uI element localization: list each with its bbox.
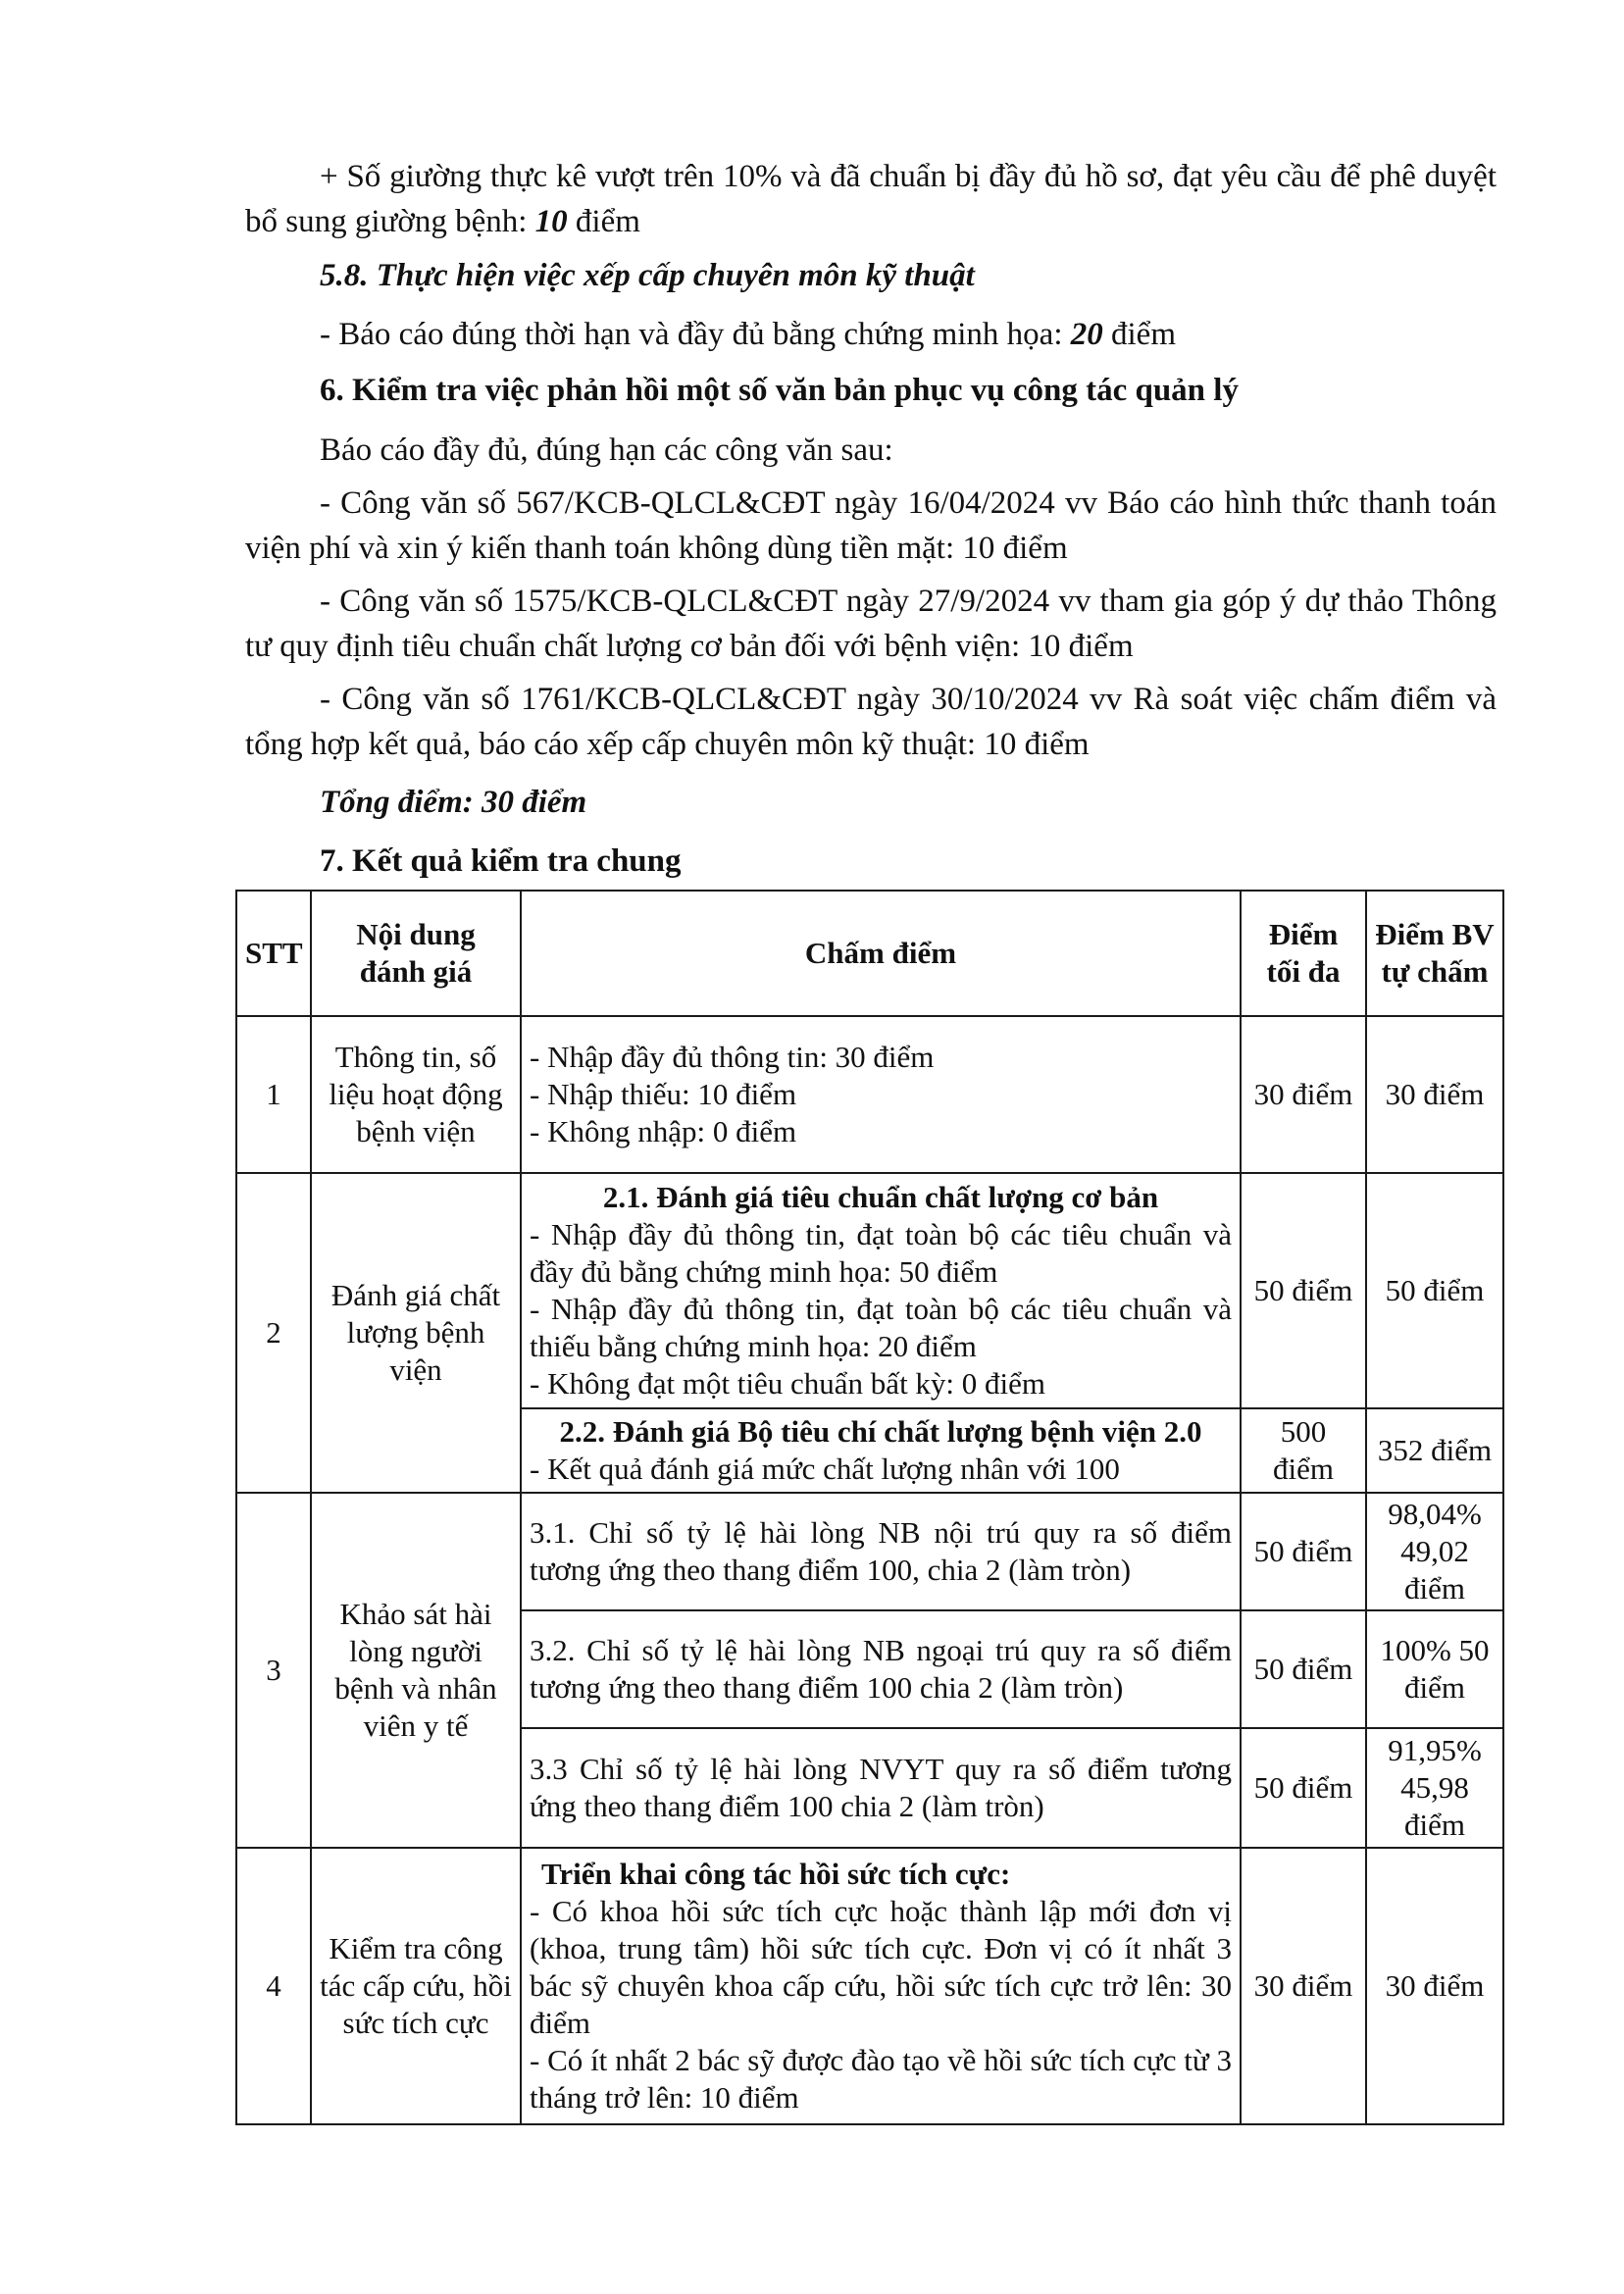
row-self: 352 điểm (1366, 1408, 1503, 1493)
paragraph-dispatch-567: - Công văn số 567/KCB-QLCL&CĐT ngày 16/04/2024 vv Báo cáo hình thức thanh toán viện phí và xin ý kiến thanh toán không dùng tiền mặt: 10 điểm (245, 485, 1497, 566)
row-scoring (521, 1016, 1241, 1173)
paragraph-beds: + Số giường thực kê vượt trên 10% và đã chuẩn bị đầy đủ hồ sơ, đạt yêu cầu để phê duyệt bổ sung giường bệnh: 10 điểm (245, 159, 1497, 239)
row-scoring: 3.2. Chỉ số tỷ lệ hài lòng NB ngoại trú quy ra số điểm tương ứng theo thang điểm 100 chia 2 (làm tròn) (521, 1610, 1241, 1728)
scoring-line: - Nhập đầy đủ thông tin: 30 điểm (530, 1040, 935, 1074)
scoring-line: - Nhập đầy đủ thông tin, đạt toàn bộ các tiêu chuẩn và đầy đủ bằng chứng minh họa: 50 điểm (530, 1217, 1232, 1289)
header-max: Điểm tối đa (1241, 891, 1366, 1016)
scoring-subtitle: 2.1. Đánh giá tiêu chuẩn chất lượng cơ bản (602, 1180, 1159, 1214)
table-row (236, 1016, 1503, 1173)
header-stt: STT (236, 891, 311, 1016)
row-scoring: 3.1. Chỉ số tỷ lệ hài lòng NB nội trú quy ra số điểm tương ứng theo thang điểm 100, chia 2 (làm tròn) (521, 1493, 1241, 1610)
scoring-line: - Nhập thiếu: 10 điểm (530, 1077, 797, 1111)
table-row (236, 1848, 1503, 2124)
paragraph-dispatch-1761: - Công văn số 1761/KCB-QLCL&CĐT ngày 30/10/2024 vv Rà soát việc chấm điểm và tổng hợp kết quả, báo cáo xếp cấp chuyên môn kỹ thuật: 10 điểm (245, 682, 1497, 762)
heading-6: 6. Kiểm tra việc phản hồi một số văn bản phục vụ công tác quản lý (320, 373, 1239, 408)
scoring-line: - Không nhập: 0 điểm (530, 1114, 797, 1148)
heading-5-8: 5.8. Thực hiện việc xếp cấp chuyên môn kỹ thuật (320, 258, 975, 293)
header-scoring: Chấm điểm (521, 891, 1241, 1016)
scoring-line: - Không đạt một tiêu chuẩn bất kỳ: 0 điểm (530, 1366, 1046, 1401)
header-content: Nội dung đánh giá (311, 891, 521, 1016)
row-stt: 3 (236, 1493, 311, 1848)
row-content: Thông tin, số liệu hoạt động bệnh viện (311, 1016, 521, 1173)
row-scoring (521, 1848, 1241, 2124)
row-scoring (521, 1408, 1241, 1493)
row-self: 91,95% 45,98 điểm (1366, 1728, 1503, 1848)
row-self: 50 điểm (1366, 1173, 1503, 1408)
row-max: 50 điểm (1241, 1493, 1366, 1610)
header-self: Điểm BV tự chấm (1366, 891, 1503, 1016)
row-self: 100% 50 điểm (1366, 1610, 1503, 1728)
table-header-row (236, 891, 1503, 1016)
paragraph-intro: Báo cáo đầy đủ, đúng hạn các công văn sau: (320, 433, 893, 468)
row-max: 50 điểm (1241, 1173, 1366, 1408)
results-table (235, 890, 1504, 2125)
row-max: 30 điểm (1241, 1016, 1366, 1173)
heading-7: 7. Kết quả kiểm tra chung (320, 843, 682, 879)
row-content: Kiểm tra công tác cấp cứu, hồi sức tích cực (311, 1848, 521, 2124)
scoring-line: - Có ít nhất 2 bác sỹ được đào tạo về hồi sức tích cực từ 3 tháng trở lên: 10 điểm (530, 2043, 1232, 2115)
row-content: Khảo sát hài lòng người bệnh và nhân viên y tế (311, 1493, 521, 1848)
scoring-subtitle: Triển khai công tác hồi sức tích cực: (541, 1857, 1011, 1891)
table-row (236, 1173, 1503, 1408)
row-max: 500 điểm (1241, 1408, 1366, 1493)
scoring-subtitle: 2.2. Đánh giá Bộ tiêu chí chất lượng bệnh viện 2.0 (559, 1414, 1202, 1449)
total-score: Tổng điểm: 30 điểm (320, 785, 587, 820)
row-max: 50 điểm (1241, 1728, 1366, 1848)
paragraph-dispatch-1575: - Công văn số 1575/KCB-QLCL&CĐT ngày 27/9/2024 vv tham gia góp ý dự thảo Thông tư quy định tiêu chuẩn chất lượng cơ bản đối với bệnh viện: 10 điểm (245, 584, 1497, 664)
row-content: Đánh giá chất lượng bệnh viện (311, 1173, 521, 1493)
row-self: 98,04% 49,02 điểm (1366, 1493, 1503, 1610)
row-self: 30 điểm (1366, 1848, 1503, 2124)
scoring-line: - Nhập đầy đủ thông tin, đạt toàn bộ các tiêu chuẩn và thiếu bằng chứng minh họa: 20 điểm (530, 1292, 1232, 1363)
row-scoring (521, 1173, 1241, 1408)
row-stt: 4 (236, 1848, 311, 2124)
row-self: 30 điểm (1366, 1016, 1503, 1173)
row-stt: 1 (236, 1016, 311, 1173)
scoring-line: - Có khoa hồi sức tích cực hoặc thành lập mới đơn vị (khoa, trung tâm) hồi sức tích cực. Đơn vị có ít nhất 3 bác sỹ chuyên khoa cấp cứu, hồi sức tích cực trở lên: 30 điểm (530, 1894, 1232, 2040)
row-stt: 2 (236, 1173, 311, 1493)
scoring-line: - Kết quả đánh giá mức chất lượng nhân với 100 (530, 1452, 1120, 1486)
row-scoring: 3.3 Chỉ số tỷ lệ hài lòng NVYT quy ra số điểm tương ứng theo thang điểm 100 chia 2 (làm tròn) (521, 1728, 1241, 1848)
row-max: 30 điểm (1241, 1848, 1366, 2124)
paragraph-report-deadline: - Báo cáo đúng thời hạn và đầy đủ bằng chứng minh họa: 20 điểm (320, 317, 1176, 352)
row-max: 50 điểm (1241, 1610, 1366, 1728)
table-row (236, 1493, 1503, 1610)
